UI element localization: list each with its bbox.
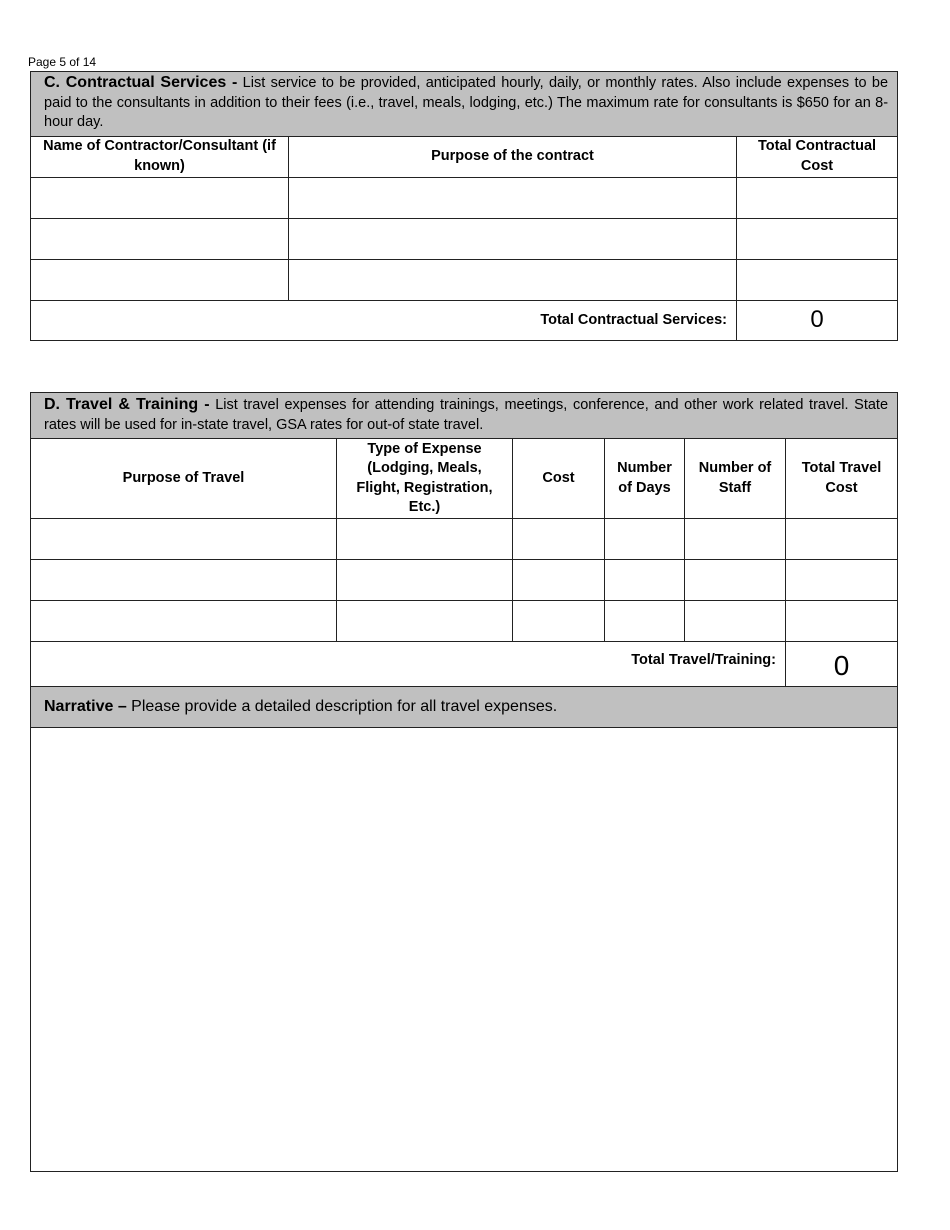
table-row xyxy=(31,218,898,259)
expense-type-input[interactable] xyxy=(337,560,513,601)
travel-purpose-input[interactable] xyxy=(31,560,337,601)
total-travel-cost-input[interactable] xyxy=(786,601,898,642)
narrative-table xyxy=(30,686,898,1172)
travel-title: D. Travel & Training - xyxy=(44,396,210,413)
column-number-of-days: Number of Days xyxy=(605,439,685,519)
contractual-cost-input[interactable] xyxy=(737,177,898,218)
column-contract-purpose: Purpose of the contract xyxy=(289,136,737,177)
staff-input[interactable] xyxy=(685,601,786,642)
total-travel-label: Total Travel/Training: xyxy=(31,642,786,690)
days-input[interactable] xyxy=(605,601,685,642)
expense-type-input[interactable] xyxy=(337,601,513,642)
contractual-services-table xyxy=(30,71,898,341)
narrative-title: Narrative – xyxy=(44,698,127,715)
table-row xyxy=(31,177,898,218)
travel-training-table xyxy=(30,392,898,690)
column-expense-type: Type of Expense (Lodging, Meals, Flight, Registration, Etc.) xyxy=(337,439,513,519)
table-row xyxy=(31,601,898,642)
total-travel-value: 0 xyxy=(786,642,898,690)
contractual-cost-input[interactable] xyxy=(737,259,898,300)
column-travel-purpose: Purpose of Travel xyxy=(31,439,337,519)
travel-header xyxy=(31,393,898,439)
column-cost: Cost xyxy=(513,439,605,519)
travel-description: List travel expenses for attending trainings, meetings, conference, and other work related travel. State rates will be used for in-state travel, GSA rates for out-of state travel. xyxy=(44,397,889,433)
cost-input[interactable] xyxy=(513,560,605,601)
cost-input[interactable] xyxy=(513,601,605,642)
column-total-travel-cost: Total Travel Cost xyxy=(786,439,898,519)
contractor-name-input[interactable] xyxy=(31,259,289,300)
total-travel-cost-input[interactable] xyxy=(786,519,898,560)
expense-type-input[interactable] xyxy=(337,519,513,560)
column-contractual-cost: Total Contractual Cost xyxy=(737,136,898,177)
column-number-of-staff: Number of Staff xyxy=(685,439,786,519)
table-row xyxy=(31,560,898,601)
column-contractor-name: Name of Contractor/Consultant (if known) xyxy=(31,136,289,177)
days-input[interactable] xyxy=(605,519,685,560)
contractual-description: List service to be provided, anticipated hourly, daily, or monthly rates. Also include expenses to be paid to the consultants in addition to their fees (i.e., travel, meals, lodging, etc.) The maximum rate for consultants is $650 for an 8-hour day. xyxy=(44,75,889,130)
staff-input[interactable] xyxy=(685,519,786,560)
contractual-title: C. Contractual Services - xyxy=(44,74,238,91)
travel-purpose-input[interactable] xyxy=(31,519,337,560)
narrative-textarea[interactable] xyxy=(31,728,898,1172)
travel-purpose-input[interactable] xyxy=(31,601,337,642)
total-travel-cost-input[interactable] xyxy=(786,560,898,601)
days-input[interactable] xyxy=(605,560,685,601)
total-contractual-label: Total Contractual Services: xyxy=(31,300,737,340)
contractual-header xyxy=(31,72,898,137)
contract-purpose-input[interactable] xyxy=(289,177,737,218)
narrative-header xyxy=(31,687,898,728)
contract-purpose-input[interactable] xyxy=(289,218,737,259)
contractual-cost-input[interactable] xyxy=(737,218,898,259)
narrative-prompt: Please provide a detailed description for all travel expenses. xyxy=(131,698,558,715)
cost-input[interactable] xyxy=(513,519,605,560)
table-row xyxy=(31,519,898,560)
contractor-name-input[interactable] xyxy=(31,177,289,218)
contractor-name-input[interactable] xyxy=(31,218,289,259)
table-row xyxy=(31,259,898,300)
contract-purpose-input[interactable] xyxy=(289,259,737,300)
page-number: Page 5 of 14 xyxy=(28,55,97,69)
staff-input[interactable] xyxy=(685,560,786,601)
total-contractual-value: 0 xyxy=(737,300,898,340)
